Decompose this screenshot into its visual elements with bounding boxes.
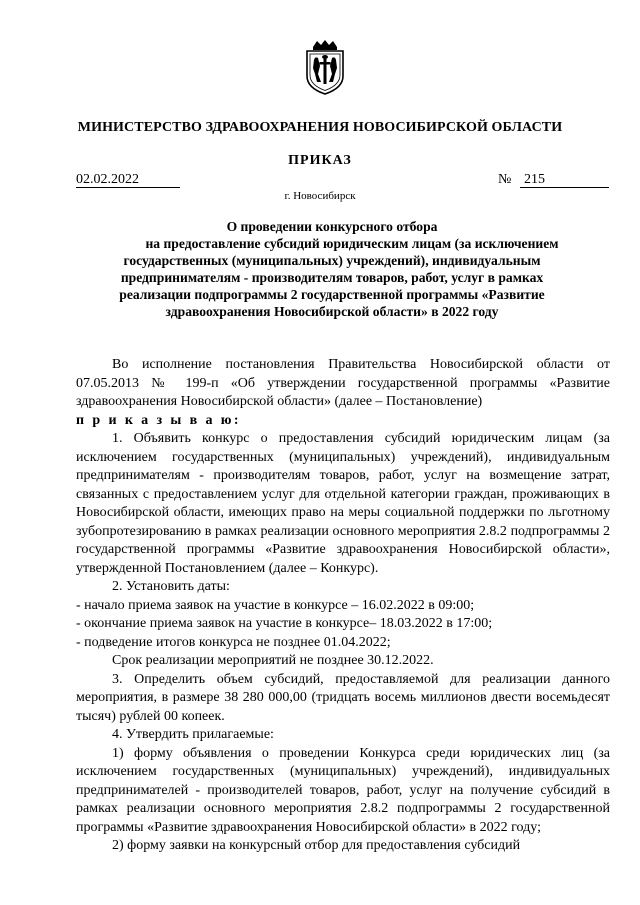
paragraph-2c: - подведение итогов конкурса не позднее 01.04.2022;	[76, 634, 391, 650]
subject-line: предпринимателям - производителям товаров, работ, услуг в рамках	[120, 270, 544, 285]
intro-paragraph: Во исполнение постановления Правительства Новосибирской области от 07.05.2013 № 199-п «Об утверждении государственной программы «Развитие здравоохранения Новосибирской области» (далее – Постановление)	[76, 357, 610, 409]
order-number-sign: №	[498, 172, 512, 187]
subject-line: реализации подпрограммы 2 государственной программы «Развитие	[119, 287, 545, 302]
coat-of-arms-icon	[303, 38, 347, 96]
paragraph-4-1: 1) форму объявления о проведении Конкурса среди юридических лиц (за исключением государственных (муниципальных) учреждений), индивидуальных предпринимателей - производителей товаров, работ, услуг на получение субсидий в рамках реализации основного мероприятия 2.8.2 подпрограммы 2 государственной программы «Развитие здравоохранения Новосибирской области» в 2022 году;	[76, 745, 610, 835]
paragraph-2d: Срок реализации мероприятий не позднее 30.12.2022.	[112, 653, 434, 668]
paragraph-1: 1. Объявить конкурс о предоставления субсидий юридическим лицам (за исключением государственных (муниципальных) учреждений), индивидуальным предпринимателям - производителям товаров, работ, услуг на возмещение затрат, связанных с предоставлением услуг для отдельной категории граждан, проживающих в Новосибирской области, имеющих право на меры социальной поддержки по льготному зубопротезированию в рамках реализации основного мероприятия 2.8.2 подпрограммы 2 государственной программы «Развитие здравоохранения Новосибирской области», утвержденной Постановлением (далее – Конкурс).	[76, 431, 610, 576]
paragraph-2b: - окончание приема заявок на участие в конкурсе– 18.03.2022 в 17:00;	[76, 616, 493, 631]
order-word-text: п р и к а з ы в а ю:	[76, 412, 241, 428]
order-date: 02.02.2022	[76, 172, 180, 188]
ministry-name: МИНИСТЕРСТВО ЗДРАВООХРАНЕНИЯ НОВОСИБИРСКОЙ ОБЛАСТИ	[77, 120, 563, 135]
order-number: 215	[520, 172, 609, 188]
order-word	[76, 412, 610, 431]
paragraph-4: 4. Утвердить прилагаемые:	[112, 727, 274, 742]
city-name: г. Новосибирск	[284, 190, 356, 202]
paragraph-3: 3. Определить объем субсидий, предоставляемой для реализации данного мероприятия, в размере 38 280 000,00 (тридцать восемь миллионов двести восемьдесят тысяч) рублей 00 копеек.	[76, 671, 610, 724]
subject-line: государственных (муниципальных) учреждений), индивидуальным	[123, 253, 541, 268]
paragraph-4-2: 2) форму заявки на конкурсный отбор для предоставления субсидий	[112, 838, 521, 853]
subject-line: на предоставление субсидий юридическим лицам (за исключением	[145, 236, 559, 251]
subject-line: О проведении конкурсного отбора	[226, 219, 438, 234]
subject-line: здравоохранения Новосибирской области» в 2022 году	[165, 304, 499, 319]
order-body	[76, 356, 610, 856]
paragraph-2a: - начало приема заявок на участие в конкурсе – 16.02.2022 в 09:00;	[76, 597, 475, 613]
order-subject	[100, 218, 564, 320]
paragraph-2: 2. Установить даты:	[112, 579, 230, 594]
order-title: ПРИКАЗ	[288, 153, 352, 168]
